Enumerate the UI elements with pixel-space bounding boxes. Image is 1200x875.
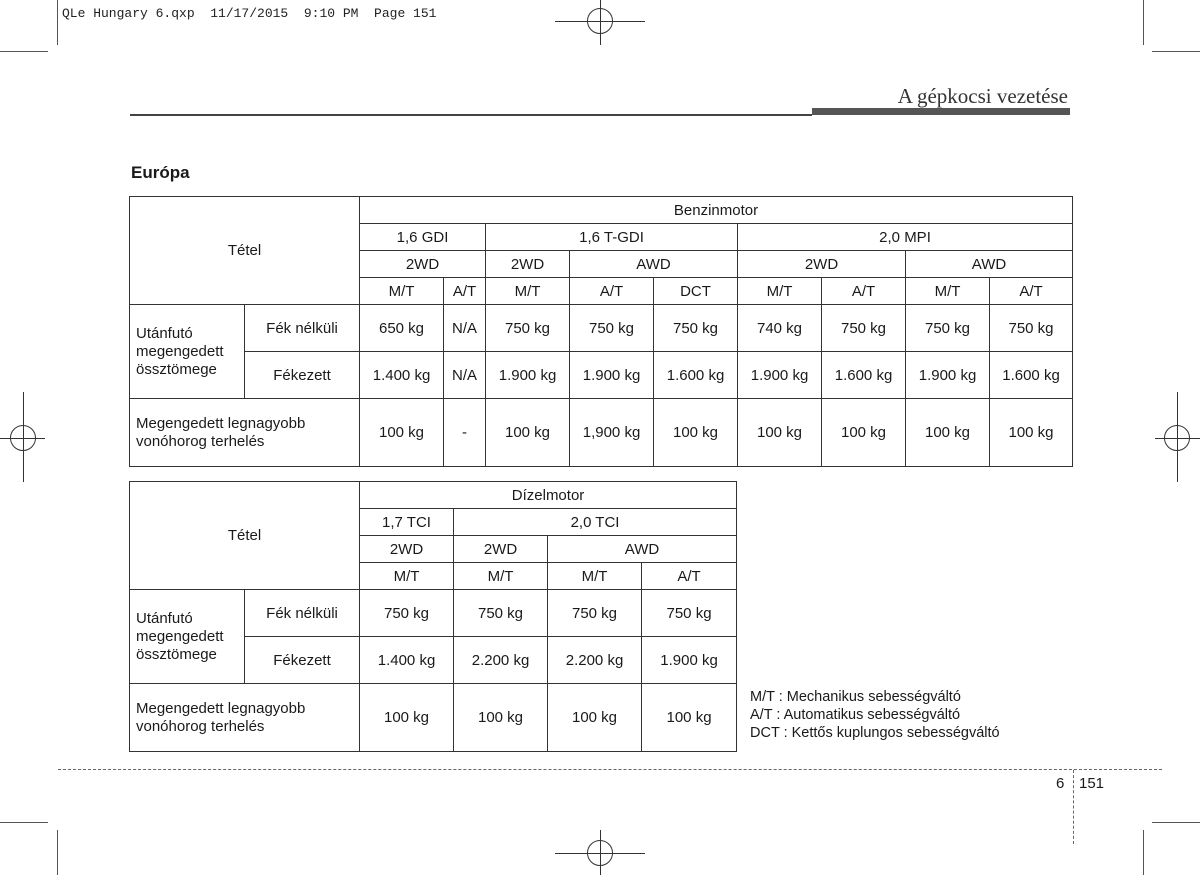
transmission-header: A/T [570,278,654,305]
crop-mark [1152,822,1200,823]
table-cell: 2.200 kg [454,637,548,684]
drive-header: 2WD [360,536,454,563]
row-group-label: Utánfutó megengedett össztömege [130,305,245,399]
header-rule [130,114,812,116]
legend-item: M/T : Mechanikus sebességváltó [750,689,961,705]
crop-mark [1143,0,1144,45]
table-cell: 100 kg [738,399,822,467]
engine-header: 1,6 GDI [360,224,486,251]
transmission-header: A/T [444,278,486,305]
drive-header: 2WD [454,536,548,563]
table-cell: 1.600 kg [822,352,906,399]
drive-header: 2WD [738,251,906,278]
table-cell: 650 kg [360,305,444,352]
transmission-header: A/T [642,563,737,590]
transmission-header: A/T [990,278,1073,305]
row-label: Fék nélküli [245,590,360,637]
table-cell: 750 kg [486,305,570,352]
diesel-table [129,481,737,752]
table-cell: 1.900 kg [486,352,570,399]
drive-header: AWD [570,251,738,278]
petrol-table [129,196,1073,467]
legend-item: A/T : Automatikus sebességváltó [750,707,961,723]
table-cell: 1.900 kg [738,352,822,399]
chapter-number: 6 [1056,775,1065,792]
table-cell: 1.400 kg [360,637,454,684]
header-rule-accent [812,108,1070,115]
transmission-header: A/T [822,278,906,305]
table-cell: 1.600 kg [654,352,738,399]
transmission-header: M/T [486,278,570,305]
transmission-legend [750,688,1000,742]
footer-divider [58,769,1162,770]
transmission-header: DCT [654,278,738,305]
table-cell: 750 kg [654,305,738,352]
transmission-header: M/T [454,563,548,590]
table-cell: 1,900 kg [570,399,654,467]
table-cell: 740 kg [738,305,822,352]
transmission-header: M/T [360,563,454,590]
drive-header: AWD [906,251,1073,278]
drive-header: 2WD [360,251,486,278]
crop-mark [0,51,48,52]
towbar-label: Megengedett legnagyobb vonóhorog terhelés [130,399,360,467]
table-cell: 100 kg [990,399,1073,467]
table-cell: - [444,399,486,467]
item-header: Tétel [130,482,360,590]
page-number: 151 [1079,775,1105,792]
towbar-label: Megengedett legnagyobb vonóhorog terhelés [130,684,360,752]
table-cell: N/A [444,305,486,352]
item-header: Tétel [130,197,360,305]
table-cell: 750 kg [570,305,654,352]
table-cell: 100 kg [906,399,990,467]
table-cell: N/A [444,352,486,399]
table-cell: 100 kg [822,399,906,467]
table-cell: 100 kg [486,399,570,467]
table-cell: 750 kg [822,305,906,352]
table-cell: 1.900 kg [906,352,990,399]
engine-type-header: Benzinmotor [360,197,1073,224]
table-cell: 1.900 kg [642,637,737,684]
table-cell: 100 kg [454,684,548,752]
transmission-header: M/T [548,563,642,590]
engine-header: 2,0 TCI [454,509,737,536]
table-cell: 1.400 kg [360,352,444,399]
row-label: Fékezett [245,637,360,684]
engine-type-header: Dízelmotor [360,482,737,509]
engine-header: 1,6 T-GDI [486,224,738,251]
section-title: Európa [131,163,190,182]
engine-header: 1,7 TCI [360,509,454,536]
chapter-title: A gépkocsi vezetése [897,84,1068,108]
transmission-header: M/T [906,278,990,305]
table-cell: 750 kg [548,590,642,637]
row-label: Fék nélküli [245,305,360,352]
crop-mark [0,822,48,823]
table-cell: 750 kg [990,305,1073,352]
table-cell: 100 kg [360,684,454,752]
table-cell: 100 kg [360,399,444,467]
page-number-divider [1073,770,1075,844]
table-cell: 1.600 kg [990,352,1073,399]
print-slug: QLe Hungary 6.qxp 11/17/2015 9:10 PM Page 151 [62,6,437,21]
table-cell: 100 kg [548,684,642,752]
table-cell: 2.200 kg [548,637,642,684]
transmission-header: M/T [360,278,444,305]
table-cell: 750 kg [906,305,990,352]
crop-mark [1152,51,1200,52]
table-cell: 100 kg [654,399,738,467]
crop-mark [57,0,58,45]
table-cell: 750 kg [642,590,737,637]
engine-header: 2,0 MPI [738,224,1073,251]
row-group-label: Utánfutó megengedett össztömege [130,590,245,684]
legend-item: DCT : Kettős kuplungos sebességváltó [750,725,1000,741]
transmission-header: M/T [738,278,822,305]
drive-header: 2WD [486,251,570,278]
crop-mark [1143,830,1144,875]
crop-mark [57,830,58,875]
drive-header: AWD [548,536,737,563]
table-cell: 750 kg [454,590,548,637]
table-cell: 750 kg [360,590,454,637]
table-cell: 100 kg [642,684,737,752]
row-label: Fékezett [245,352,360,399]
table-cell: 1.900 kg [570,352,654,399]
